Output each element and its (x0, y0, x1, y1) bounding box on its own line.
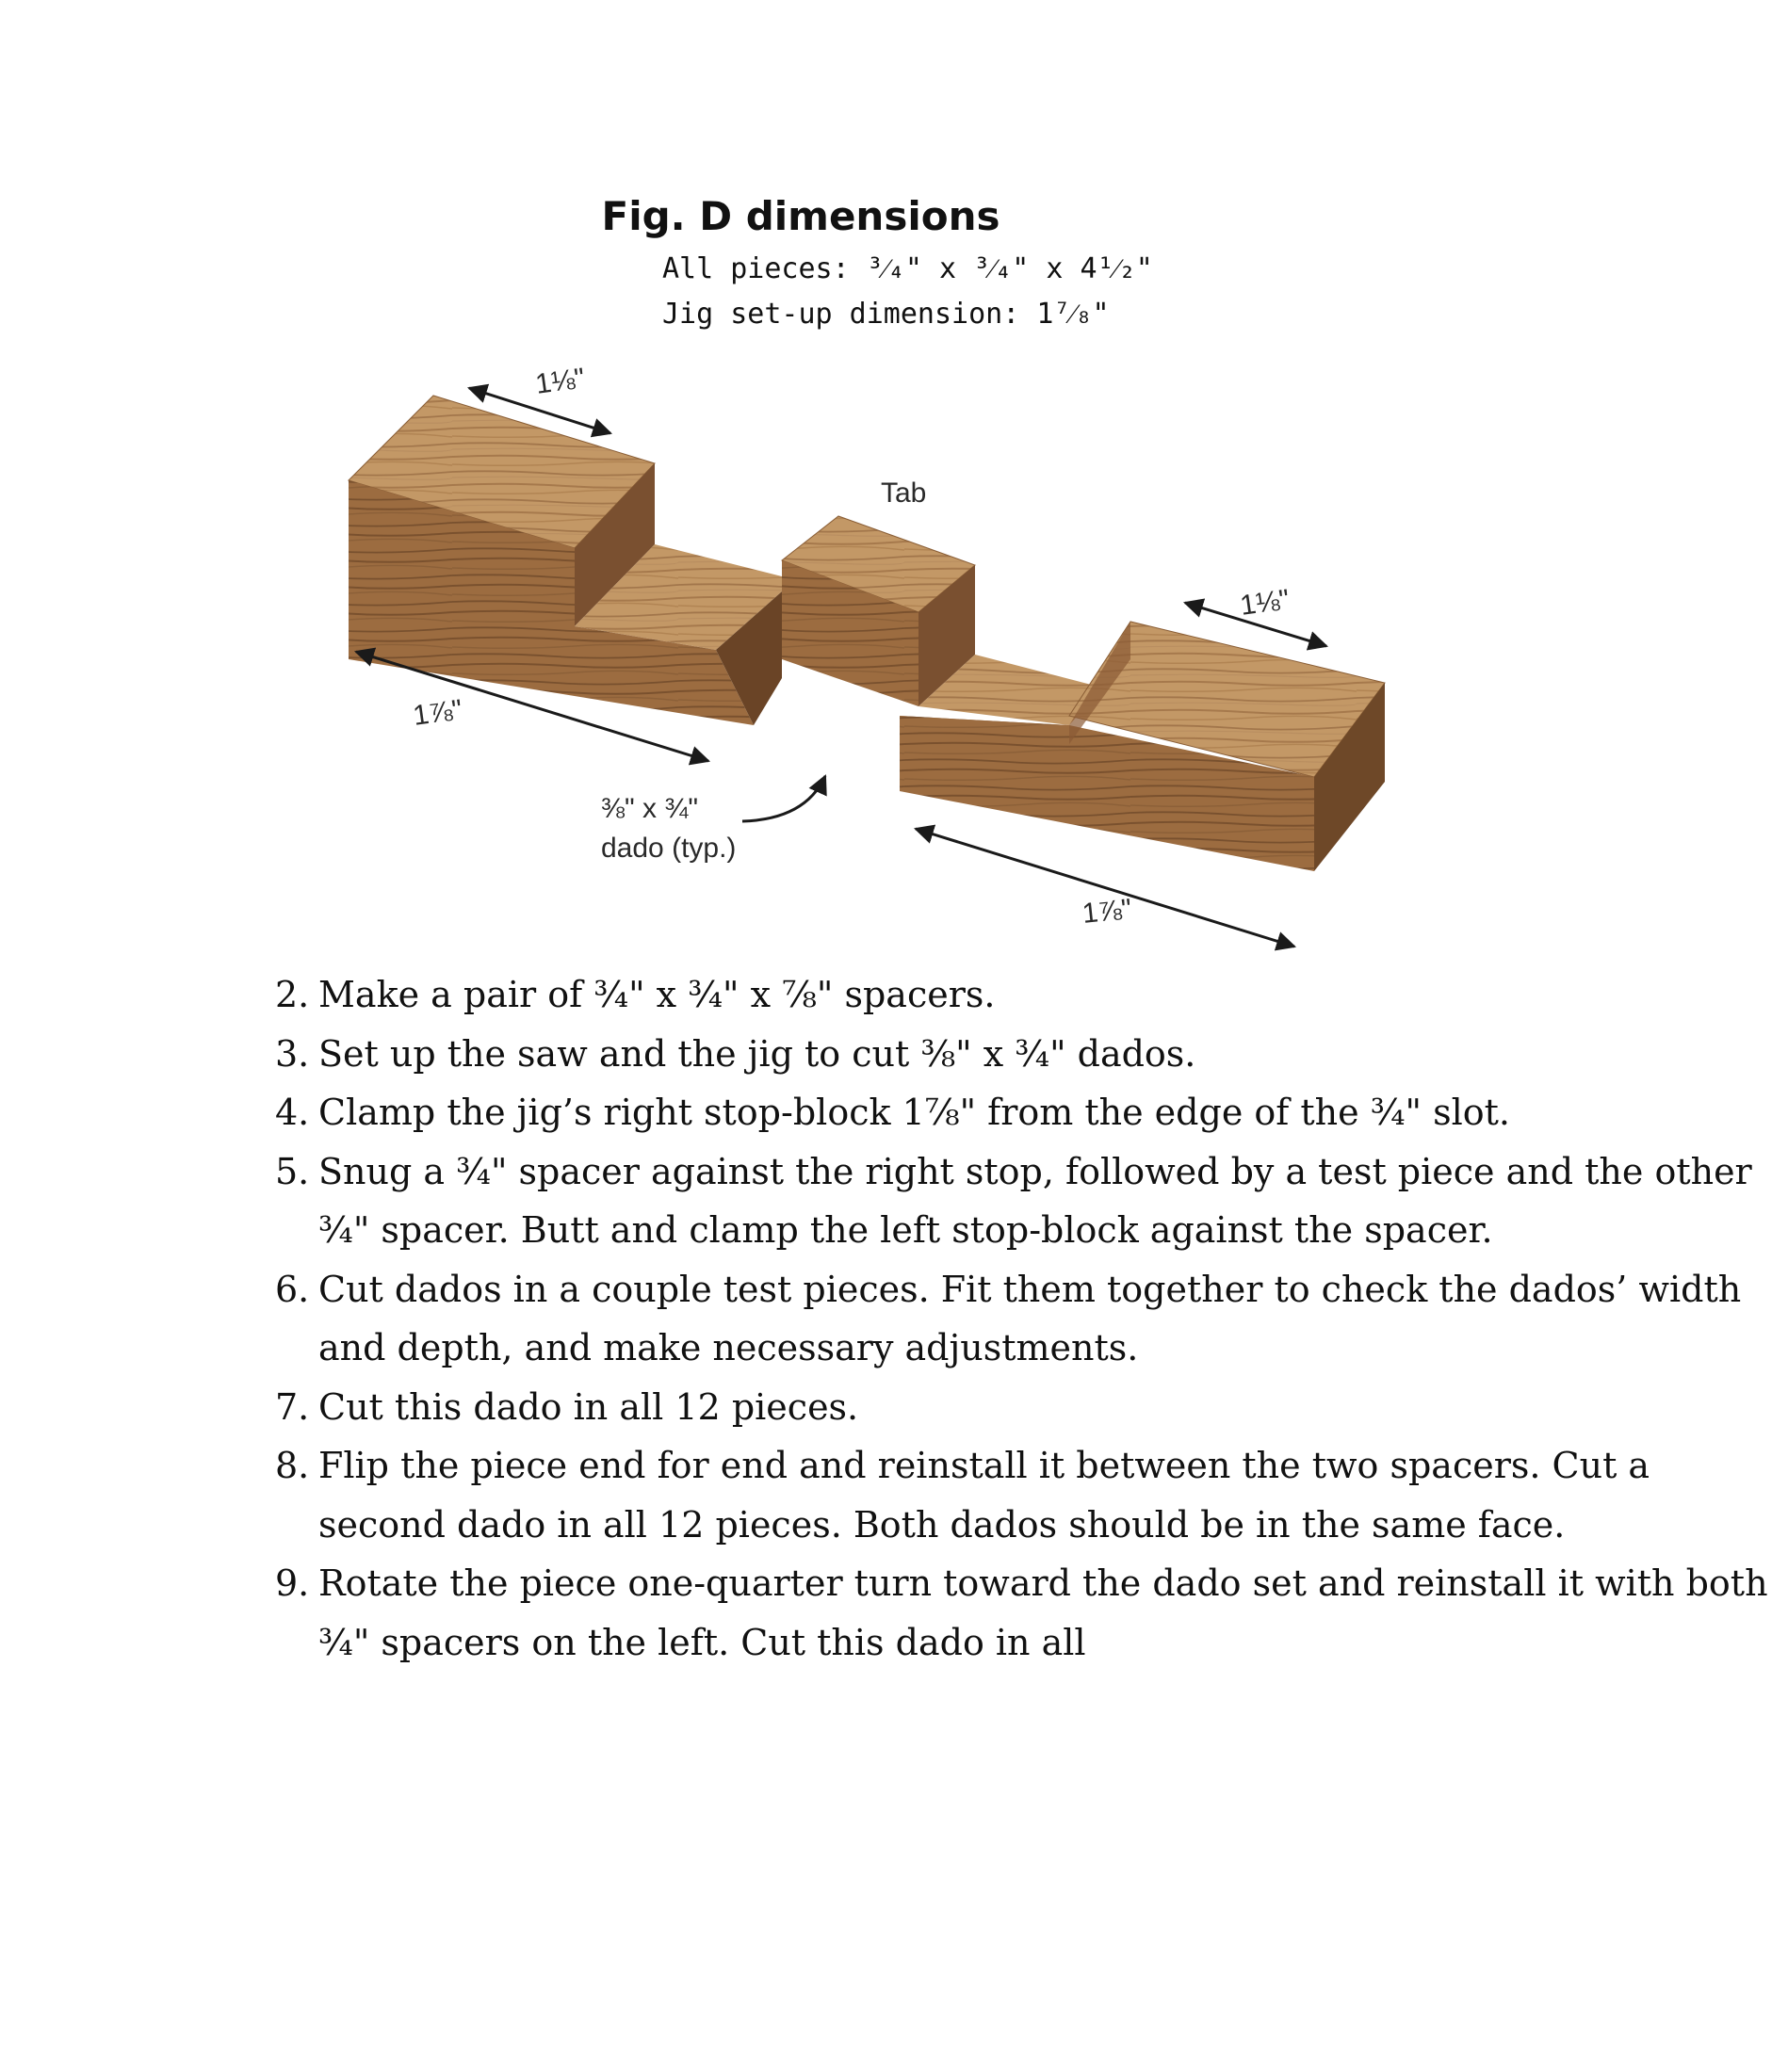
step-text: Clamp the jig’s right stop-block 1⅞" from the edge of the ¾" slot. (318, 1092, 1510, 1133)
step-text: Cut dados in a couple test pieces. Fit them together to check the dados’ width and depth, and make necessary adjustments. (318, 1268, 1742, 1368)
step-number: 3. (275, 1032, 310, 1075)
step-item (275, 1142, 1788, 1260)
step-text: Rotate the piece one-quarter turn toward the dado set and reinstall it with both ¾" spacers on the left. Cut this dado in all (318, 1562, 1768, 1663)
step-item (275, 1083, 1788, 1142)
step-item (275, 965, 1788, 1025)
step-text: Set up the saw and the jig to cut ⅜" x ¾" dados. (318, 1032, 1196, 1075)
label-tab: Tab (881, 478, 927, 509)
label-dado-typ: dado (typ.) (601, 833, 737, 864)
figure-subtitle-jig: Jig set-up dimension: 1⁷⁄₈" (662, 298, 1110, 331)
step-number: 4. (275, 1092, 310, 1133)
step-number: 9. (275, 1562, 310, 1604)
step-text: Flip the piece end for end and reinstall it between the two spacers. Cut a second dado in all 12 pieces. Both dados should be in the same face. (318, 1445, 1650, 1546)
step-number: 6. (275, 1268, 310, 1310)
step-number: 5. (275, 1150, 310, 1192)
figure-subtitle-pieces: All pieces: ³⁄₄" x ³⁄₄" x 4¹⁄₂" (662, 252, 1153, 285)
step-number: 7. (275, 1385, 310, 1428)
label-bottom-right: 1⅞" (1081, 893, 1133, 930)
dado-pointer-arrow (742, 776, 825, 821)
step-text: Make a pair of ¾" x ¾" x ⅞" spacers. (318, 974, 996, 1015)
step-item (275, 1378, 1788, 1437)
instruction-steps (0, 965, 1788, 1672)
step-number: 2. (275, 974, 310, 1015)
step-text: Snug a ¾" spacer against the right stop, followed by a test piece and the other ¾" spacer. Butt and clamp the left stop-block against the spacer. (318, 1150, 1752, 1251)
step-item (275, 1436, 1788, 1554)
label-dado-size: ⅜" x ¾" (601, 793, 699, 824)
dado-block-diagram (0, 0, 1601, 961)
center-tab (782, 516, 975, 706)
step-item (275, 1260, 1788, 1378)
label-top-right: 1⅛" (1238, 583, 1292, 622)
label-left: 1⅞" (411, 693, 464, 732)
step-number: 8. (275, 1445, 310, 1486)
label-top-left: 1⅛" (533, 362, 587, 400)
step-item (275, 1554, 1788, 1672)
step-text: Cut this dado in all 12 pieces. (318, 1385, 859, 1428)
step-item (275, 1025, 1788, 1084)
figure-title: Fig. D dimensions (601, 193, 1000, 239)
